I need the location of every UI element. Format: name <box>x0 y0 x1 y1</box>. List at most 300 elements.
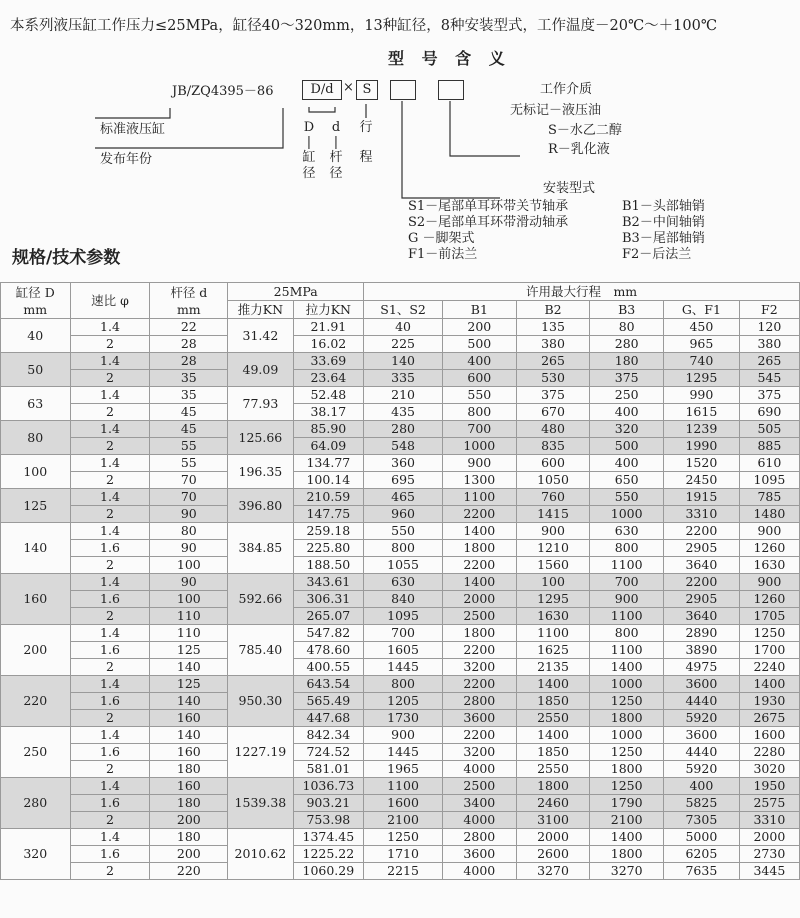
push-cell: 1539.38 <box>228 778 293 829</box>
b2-cell: 480 <box>516 421 590 438</box>
rod-cell: 90 <box>150 574 228 591</box>
ratio-cell: 1.6 <box>70 846 150 863</box>
f2-cell: 380 <box>739 336 799 353</box>
rod-cell: 160 <box>150 778 228 795</box>
mount-right-2: B2－中间轴销 <box>622 215 705 230</box>
gf1-cell: 2200 <box>664 574 740 591</box>
f2-cell: 505 <box>739 421 799 438</box>
s1s2-cell: 335 <box>364 370 443 387</box>
standard-bracket-line <box>95 108 170 118</box>
s1s2-cell: 280 <box>364 421 443 438</box>
gf1-cell: 3640 <box>664 608 740 625</box>
year-label: 发布年份 <box>100 152 153 167</box>
b2-cell: 1850 <box>516 693 590 710</box>
b3-cell: 1800 <box>590 710 664 727</box>
mount-right-3: B3－尾部轴销 <box>622 231 705 246</box>
rod-char-2: 径 <box>329 166 343 181</box>
ratio-cell: 2 <box>70 472 150 489</box>
b3-cell: 3270 <box>590 863 664 880</box>
rod-cell: 160 <box>150 744 228 761</box>
rod-cell: 200 <box>150 846 228 863</box>
pull-cell: 259.18 <box>293 523 364 540</box>
bore-char-1: 缸 <box>302 150 316 165</box>
rod-cell: 55 <box>150 438 228 455</box>
table-row <box>1 761 800 778</box>
b1-cell: 2800 <box>443 693 517 710</box>
s1s2-cell: 1965 <box>364 761 443 778</box>
b3-cell: 630 <box>590 523 664 540</box>
stroke-char-2: 程 <box>359 150 373 165</box>
bore-cell: 40 <box>1 319 71 353</box>
push-cell: 77.93 <box>228 387 293 421</box>
mount-connector-line <box>402 101 500 198</box>
table-row <box>1 744 800 761</box>
bore-cell: 320 <box>1 829 71 880</box>
medium-item-emulsion: R－乳化液 <box>548 142 610 157</box>
f2-cell: 2000 <box>739 829 799 846</box>
s1s2-cell: 2215 <box>364 863 443 880</box>
b2-cell: 1210 <box>516 540 590 557</box>
table-row <box>1 676 800 693</box>
s1s2-cell: 1445 <box>364 659 443 676</box>
pull-cell: 1060.29 <box>293 863 364 880</box>
ratio-cell: 1.6 <box>70 744 150 761</box>
header-push: 推力KN <box>228 301 293 319</box>
push-cell: 31.42 <box>228 319 293 353</box>
bore-cell: 280 <box>1 778 71 829</box>
f2-cell: 1400 <box>739 676 799 693</box>
ratio-cell: 1.4 <box>70 727 150 744</box>
f2-cell: 545 <box>739 370 799 387</box>
pull-cell: 1374.45 <box>293 829 364 846</box>
pull-cell: 643.54 <box>293 676 364 693</box>
s1s2-cell: 960 <box>364 506 443 523</box>
b3-cell: 650 <box>590 472 664 489</box>
pull-cell: 753.98 <box>293 812 364 829</box>
f2-cell: 1705 <box>739 608 799 625</box>
gf1-cell: 5920 <box>664 710 740 727</box>
ratio-cell: 1.4 <box>70 489 150 506</box>
b1-cell: 800 <box>443 404 517 421</box>
b1-cell: 1800 <box>443 540 517 557</box>
b2-cell: 1400 <box>516 727 590 744</box>
f2-cell: 2675 <box>739 710 799 727</box>
b2-cell: 1560 <box>516 557 590 574</box>
b2-cell: 100 <box>516 574 590 591</box>
d-letter: d <box>331 120 341 135</box>
header-max-stroke: 许用最大行程 mm <box>364 283 800 301</box>
b1-cell: 400 <box>443 353 517 370</box>
pull-cell: 478.60 <box>293 642 364 659</box>
bore-cell: 160 <box>1 574 71 625</box>
ratio-cell: 1.4 <box>70 319 150 336</box>
ratio-cell: 2 <box>70 506 150 523</box>
f2-cell: 1480 <box>739 506 799 523</box>
rod-cell: 220 <box>150 863 228 880</box>
box-bore-rod: D/d <box>302 80 342 100</box>
gf1-cell: 965 <box>664 336 740 353</box>
rod-cell: 140 <box>150 727 228 744</box>
bore-cell: 50 <box>1 353 71 387</box>
header-pull: 拉力KN <box>293 301 364 319</box>
dd-marker-line <box>309 107 335 112</box>
rod-cell: 125 <box>150 642 228 659</box>
gf1-cell: 3890 <box>664 642 740 659</box>
rod-cell: 70 <box>150 472 228 489</box>
bore-cell: 80 <box>1 421 71 455</box>
gf1-cell: 4440 <box>664 693 740 710</box>
b2-cell: 265 <box>516 353 590 370</box>
b3-cell: 400 <box>590 455 664 472</box>
b2-cell: 1625 <box>516 642 590 659</box>
push-cell: 196.35 <box>228 455 293 489</box>
b1-cell: 2800 <box>443 829 517 846</box>
pull-cell: 400.55 <box>293 659 364 676</box>
ratio-cell: 2 <box>70 404 150 421</box>
ratio-cell: 1.4 <box>70 625 150 642</box>
bore-cell: 250 <box>1 727 71 778</box>
b3-cell: 320 <box>590 421 664 438</box>
b1-cell: 4000 <box>443 761 517 778</box>
rod-cell: 28 <box>150 353 228 370</box>
s1s2-cell: 1605 <box>364 642 443 659</box>
table-row <box>1 387 800 404</box>
ratio-cell: 2 <box>70 659 150 676</box>
pull-cell: 188.50 <box>293 557 364 574</box>
ratio-cell: 2 <box>70 557 150 574</box>
f2-cell: 1950 <box>739 778 799 795</box>
rod-cell: 100 <box>150 591 228 608</box>
s1s2-cell: 1095 <box>364 608 443 625</box>
gf1-cell: 1990 <box>664 438 740 455</box>
f2-cell: 885 <box>739 438 799 455</box>
b2-cell: 900 <box>516 523 590 540</box>
ratio-cell: 1.4 <box>70 387 150 404</box>
gf1-cell: 2905 <box>664 591 740 608</box>
rod-cell: 160 <box>150 710 228 727</box>
mount-title: 安装型式 <box>543 181 596 196</box>
s1s2-cell: 1100 <box>364 778 443 795</box>
b2-cell: 2460 <box>516 795 590 812</box>
standard-label: 标准液压缸 <box>100 122 166 137</box>
f2-cell: 120 <box>739 319 799 336</box>
s1s2-cell: 2100 <box>364 812 443 829</box>
b1-cell: 700 <box>443 421 517 438</box>
f2-cell: 1700 <box>739 642 799 659</box>
s1s2-cell: 1730 <box>364 710 443 727</box>
ratio-cell: 1.6 <box>70 591 150 608</box>
f2-cell: 2240 <box>739 659 799 676</box>
b1-cell: 600 <box>443 370 517 387</box>
header-rod-unit: mm <box>176 301 201 317</box>
model-meaning-title: 型 号 含 义 <box>388 49 511 68</box>
b1-cell: 900 <box>443 455 517 472</box>
b2-cell: 1630 <box>516 608 590 625</box>
b2-cell: 3100 <box>516 812 590 829</box>
gf1-cell: 2200 <box>664 523 740 540</box>
rod-cell: 28 <box>150 336 228 353</box>
intro-text: 本系列液压缸工作压力≤25MPa，缸径40～320mm，13种缸径，8种安装型式，工作温度－20℃～＋100℃ <box>10 18 718 34</box>
b1-cell: 500 <box>443 336 517 353</box>
pull-cell: 581.01 <box>293 761 364 778</box>
rod-cell: 100 <box>150 557 228 574</box>
s1s2-cell: 140 <box>364 353 443 370</box>
b1-cell: 1000 <box>443 438 517 455</box>
table-row <box>1 421 800 438</box>
b1-cell: 3400 <box>443 795 517 812</box>
box-mount-type <box>390 80 416 100</box>
b1-cell: 4000 <box>443 863 517 880</box>
pull-cell: 447.68 <box>293 710 364 727</box>
b3-cell: 280 <box>590 336 664 353</box>
f2-cell: 2280 <box>739 744 799 761</box>
push-cell: 2010.62 <box>228 829 293 880</box>
f2-cell: 265 <box>739 353 799 370</box>
ratio-cell: 1.6 <box>70 693 150 710</box>
b2-cell: 135 <box>516 319 590 336</box>
gf1-cell: 450 <box>664 319 740 336</box>
b1-cell: 3200 <box>443 744 517 761</box>
gf1-cell: 1915 <box>664 489 740 506</box>
spec-title: 规格/技术参数 <box>12 248 121 268</box>
f2-cell: 1260 <box>739 540 799 557</box>
table-row <box>1 829 800 846</box>
b3-cell: 1400 <box>590 659 664 676</box>
s1s2-cell: 800 <box>364 540 443 557</box>
f2-cell: 785 <box>739 489 799 506</box>
gf1-cell: 3640 <box>664 557 740 574</box>
ratio-cell: 2 <box>70 761 150 778</box>
mount-right-1: B1－头部轴销 <box>622 199 705 214</box>
pull-cell: 724.52 <box>293 744 364 761</box>
b2-cell: 1850 <box>516 744 590 761</box>
rod-cell: 110 <box>150 608 228 625</box>
pull-cell: 306.31 <box>293 591 364 608</box>
mount-left-1: S1－尾部单耳环带关节轴承 <box>408 199 569 214</box>
rod-cell: 200 <box>150 812 228 829</box>
b2-cell: 2550 <box>516 710 590 727</box>
s1s2-cell: 40 <box>364 319 443 336</box>
gf1-cell: 7305 <box>664 812 740 829</box>
medium-title: 工作介质 <box>540 82 593 97</box>
ratio-cell: 1.4 <box>70 455 150 472</box>
header-ratio: 速比 φ <box>70 283 150 319</box>
b2-cell: 2600 <box>516 846 590 863</box>
pull-cell: 225.80 <box>293 540 364 557</box>
f2-cell: 1630 <box>739 557 799 574</box>
b1-cell: 1100 <box>443 489 517 506</box>
bore-cell: 125 <box>1 489 71 523</box>
table-row <box>1 404 800 421</box>
D-dash: | <box>306 135 312 150</box>
table-row <box>1 693 800 710</box>
s1s2-cell: 900 <box>364 727 443 744</box>
gf1-cell: 2450 <box>664 472 740 489</box>
rod-cell: 45 <box>150 421 228 438</box>
f2-cell: 3445 <box>739 863 799 880</box>
b3-cell: 500 <box>590 438 664 455</box>
ratio-cell: 2 <box>70 370 150 387</box>
pull-cell: 842.34 <box>293 727 364 744</box>
ratio-cell: 1.6 <box>70 795 150 812</box>
gf1-cell: 4975 <box>664 659 740 676</box>
table-row <box>1 455 800 472</box>
push-cell: 396.80 <box>228 489 293 523</box>
table-row <box>1 642 800 659</box>
b3-cell: 700 <box>590 574 664 591</box>
b3-cell: 900 <box>590 591 664 608</box>
ratio-cell: 2 <box>70 812 150 829</box>
table-row <box>1 353 800 370</box>
table-row <box>1 523 800 540</box>
rod-cell: 90 <box>150 506 228 523</box>
gf1-cell: 5920 <box>664 761 740 778</box>
pull-cell: 547.82 <box>293 625 364 642</box>
b1-cell: 3600 <box>443 710 517 727</box>
s1s2-cell: 1600 <box>364 795 443 812</box>
f2-cell: 1250 <box>739 625 799 642</box>
times-sign: × <box>343 80 354 95</box>
header-col-f2: F2 <box>739 301 799 319</box>
b2-cell: 2550 <box>516 761 590 778</box>
header-col-gf1: G、F1 <box>664 301 740 319</box>
rod-cell: 140 <box>150 693 228 710</box>
b1-cell: 1400 <box>443 523 517 540</box>
rod-cell: 180 <box>150 795 228 812</box>
medium-item-glycol: S－水乙二醇 <box>548 123 622 138</box>
pull-cell: 52.48 <box>293 387 364 404</box>
gf1-cell: 3600 <box>664 676 740 693</box>
b1-cell: 2200 <box>443 676 517 693</box>
b1-cell: 1300 <box>443 472 517 489</box>
b3-cell: 800 <box>590 540 664 557</box>
b2-cell: 2135 <box>516 659 590 676</box>
b3-cell: 1000 <box>590 676 664 693</box>
b2-cell: 530 <box>516 370 590 387</box>
ratio-cell: 2 <box>70 336 150 353</box>
b2-cell: 1100 <box>516 625 590 642</box>
b3-cell: 550 <box>590 489 664 506</box>
b2-cell: 2000 <box>516 829 590 846</box>
D-letter: D <box>303 120 315 135</box>
header-bore-label: 缸径 D <box>15 284 55 300</box>
table-row <box>1 727 800 744</box>
b3-cell: 1000 <box>590 727 664 744</box>
gf1-cell: 4440 <box>664 744 740 761</box>
rod-cell: 55 <box>150 455 228 472</box>
mount-left-4: F1－前法兰 <box>408 247 478 262</box>
b2-cell: 1800 <box>516 778 590 795</box>
box-medium <box>438 80 464 100</box>
b1-cell: 2200 <box>443 506 517 523</box>
b2-cell: 600 <box>516 455 590 472</box>
table-row <box>1 472 800 489</box>
bore-cell: 220 <box>1 676 71 727</box>
rod-cell: 140 <box>150 659 228 676</box>
bore-cell: 140 <box>1 523 71 574</box>
ratio-cell: 1.6 <box>70 642 150 659</box>
b1-cell: 4000 <box>443 812 517 829</box>
b2-cell: 670 <box>516 404 590 421</box>
header-col-b2: B2 <box>516 301 590 319</box>
f2-cell: 1260 <box>739 591 799 608</box>
s1s2-cell: 840 <box>364 591 443 608</box>
b1-cell: 2200 <box>443 557 517 574</box>
f2-cell: 900 <box>739 574 799 591</box>
gf1-cell: 400 <box>664 778 740 795</box>
pull-cell: 64.09 <box>293 438 364 455</box>
b2-cell: 1050 <box>516 472 590 489</box>
table-row <box>1 778 800 795</box>
push-cell: 785.40 <box>228 625 293 676</box>
gf1-cell: 7635 <box>664 863 740 880</box>
b3-cell: 180 <box>590 353 664 370</box>
table-row <box>1 812 800 829</box>
mount-left-3: G －脚架式 <box>408 231 475 246</box>
table-row <box>1 659 800 676</box>
b1-cell: 550 <box>443 387 517 404</box>
pull-cell: 38.17 <box>293 404 364 421</box>
b1-cell: 1800 <box>443 625 517 642</box>
table-row <box>1 863 800 880</box>
medium-item-oil: 无标记－液压油 <box>510 103 602 118</box>
gf1-cell: 990 <box>664 387 740 404</box>
b2-cell: 3270 <box>516 863 590 880</box>
pull-cell: 23.64 <box>293 370 364 387</box>
bore-cell: 100 <box>1 455 71 489</box>
ratio-cell: 1.4 <box>70 829 150 846</box>
table-row <box>1 710 800 727</box>
s1s2-cell: 1205 <box>364 693 443 710</box>
b1-cell: 2200 <box>443 727 517 744</box>
pull-cell: 903.21 <box>293 795 364 812</box>
spec-table <box>0 282 800 880</box>
pull-cell: 265.07 <box>293 608 364 625</box>
rod-cell: 22 <box>150 319 228 336</box>
b2-cell: 1295 <box>516 591 590 608</box>
table-row <box>1 591 800 608</box>
spec-table-body <box>1 319 800 880</box>
b1-cell: 2500 <box>443 778 517 795</box>
f2-cell: 610 <box>739 455 799 472</box>
gf1-cell: 1239 <box>664 421 740 438</box>
s1s2-cell: 225 <box>364 336 443 353</box>
s1s2-cell: 550 <box>364 523 443 540</box>
s1s2-cell: 1710 <box>364 846 443 863</box>
ratio-cell: 1.6 <box>70 540 150 557</box>
table-row <box>1 319 800 336</box>
gf1-cell: 3310 <box>664 506 740 523</box>
table-row <box>1 370 800 387</box>
f2-cell: 3020 <box>739 761 799 778</box>
pull-cell: 1225.22 <box>293 846 364 863</box>
b3-cell: 1250 <box>590 744 664 761</box>
b3-cell: 2100 <box>590 812 664 829</box>
b1-cell: 2200 <box>443 642 517 659</box>
s1s2-cell: 1055 <box>364 557 443 574</box>
ratio-cell: 1.4 <box>70 778 150 795</box>
s1s2-cell: 800 <box>364 676 443 693</box>
header-col-s1s2: S1、S2 <box>364 301 443 319</box>
b3-cell: 1100 <box>590 642 664 659</box>
table-row <box>1 336 800 353</box>
ratio-cell: 1.4 <box>70 421 150 438</box>
b2-cell: 375 <box>516 387 590 404</box>
header-pressure: 25MPa <box>228 283 364 301</box>
s1s2-cell: 1445 <box>364 744 443 761</box>
f2-cell: 1930 <box>739 693 799 710</box>
pull-cell: 85.90 <box>293 421 364 438</box>
